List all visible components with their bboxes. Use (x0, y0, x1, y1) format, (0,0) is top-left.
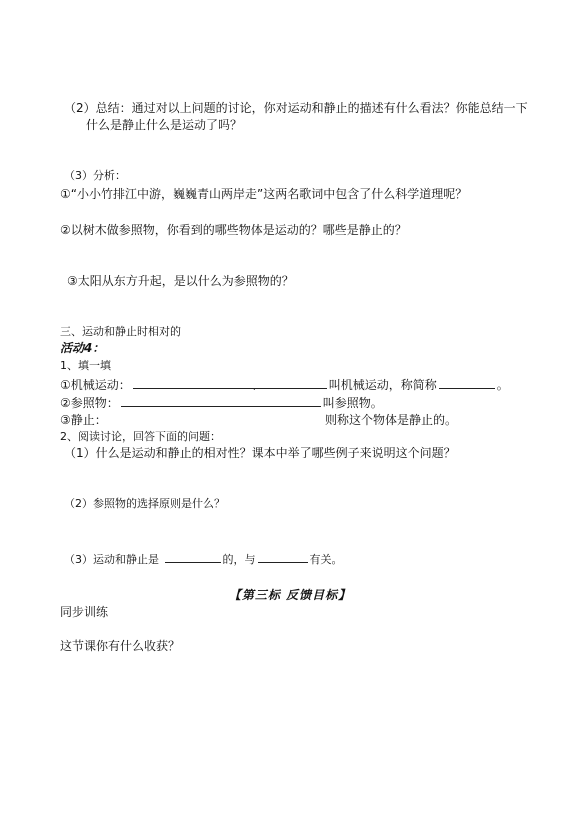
part-three-title: 三、运动和静止时相对的 (60, 325, 181, 338)
blank-short-name[interactable] (439, 376, 495, 389)
question-2-line-2: 什么是静止什么是运动了吗？ (86, 118, 243, 132)
fill-item-2-end: 叫参照物。 (322, 396, 383, 410)
fill-in-heading: 1、填一填 (60, 359, 111, 372)
analysis-question-1: ①“小小竹排江中游，巍巍青山两岸走”这两名歌词中包含了什么科学道理呢？ (60, 187, 468, 201)
decorative-dot: . (253, 383, 256, 392)
fill-item-2-label: ②参照物： (60, 396, 119, 410)
discussion-question-1: （1）什么是运动和静止的相对性？课本中举了哪些例子来说明这个问题？ (64, 446, 456, 460)
discussion-heading: 2、阅读讨论，回答下面的问题： (60, 430, 221, 443)
blank-mechanical-motion-definition[interactable] (133, 376, 327, 389)
sync-training-label: 同步训练 (60, 605, 109, 619)
analysis-question-3: ③太阳从东方升起，是以什么为参照物的？ (67, 274, 294, 288)
activity-4-label: 活动4： (60, 341, 105, 355)
lesson-gain-question: 这节课你有什么收获？ (60, 639, 181, 653)
d3-part-a: （3）运动和静止是 (64, 553, 159, 566)
discussion-question-3 (64, 550, 343, 568)
fill-item-stationary-label: ③静止： (60, 413, 107, 427)
feedback-target-title: 【第三标 反馈目标】 (228, 588, 352, 602)
blank-depends-on[interactable] (258, 550, 308, 563)
analysis-question-2: ②以树木做参照物，你看到的哪些物体是运动的？哪些是静止的？ (60, 223, 407, 237)
blank-reference-object-definition[interactable] (121, 394, 321, 407)
fill-item-mechanical-motion (60, 376, 509, 393)
blank-relative[interactable] (165, 550, 221, 563)
d3-part-b: 的，与 (222, 553, 256, 566)
fill-item-stationary-end: 则称这个物体是静止的。 (325, 413, 458, 427)
fill-item-reference-object (60, 394, 383, 411)
question-2-line-1: （2）总结：通过对以上问题的讨论，你对运动和静止的描述有什么看法？你能总结一下 (64, 101, 528, 115)
fill-item-1-mid: 叫机械运动，称简称 (328, 378, 437, 392)
analysis-heading: （3）分析： (64, 169, 126, 182)
fill-item-1-end: 。 (496, 378, 509, 392)
fill-item-1-label: ①机械运动： (60, 378, 131, 392)
discussion-question-2: （2）参照物的选择原则是什么？ (64, 497, 225, 510)
d3-part-c: 有关。 (309, 553, 343, 566)
